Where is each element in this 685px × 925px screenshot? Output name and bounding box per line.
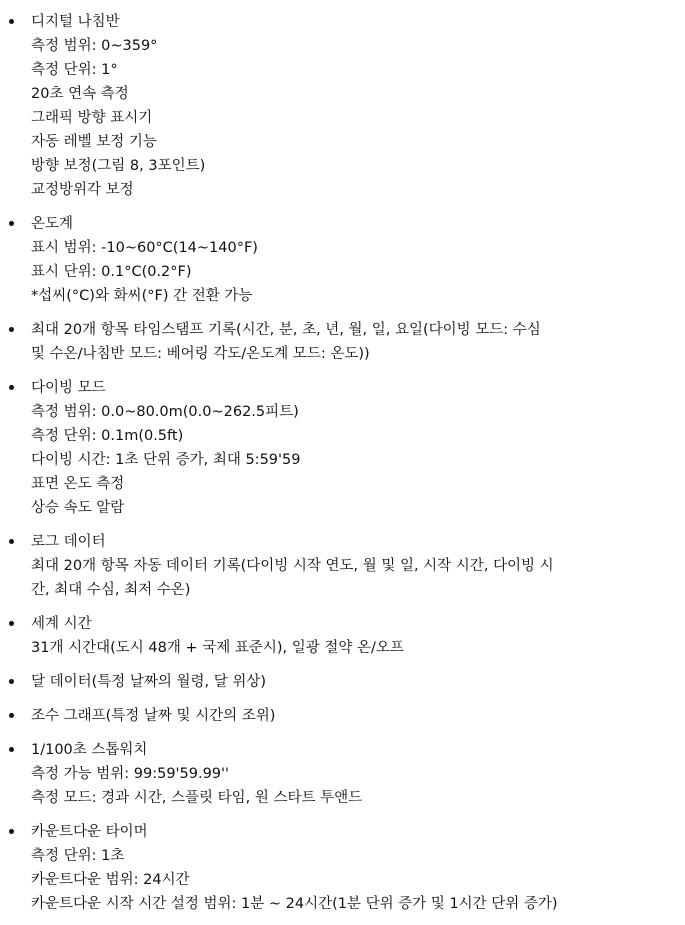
spec-line: 그래픽 방향 표시기 (31, 110, 153, 126)
spec-line: 교정방위각 보정 (31, 182, 134, 198)
spec-line: 측정 가능 범위: 99:59'59.99'' (31, 766, 230, 782)
bullet-dot (9, 621, 14, 626)
spec-item-tide-graph (0, 704, 275, 728)
spec-line: 최대 20개 항목 자동 데이터 기록(다이빙 시작 연도, 월 및 일, 시작 시간, 다이빙 시 (31, 558, 554, 574)
spec-line: 방향 보정(그림 8, 3포인트) (31, 158, 206, 174)
spec-item-title: 로그 데이터 (31, 534, 106, 550)
spec-line: 표시 범위: -10~60°C(14~140°F) (31, 240, 258, 256)
spec-item-countdown-timer (0, 820, 558, 916)
spec-item-title: 달 데이터(특정 날짜의 월령, 달 위상) (31, 674, 267, 690)
spec-line: 카운트다운 범위: 24시간 (31, 872, 190, 888)
bullet-dot (9, 221, 14, 226)
bullet-dot (9, 829, 14, 834)
spec-item-title: 조수 그래프(특정 날짜 및 시간의 조위) (31, 708, 276, 724)
bullet-dot (9, 19, 14, 24)
spec-line: 카운트다운 시작 시간 설정 범위: 1분 ~ 24시간(1분 단위 증가 및 1시간 단위 증가) (31, 896, 558, 912)
spec-line: 측정 단위: 1초 (31, 848, 125, 864)
spec-line: 표면 온도 측정 (31, 476, 125, 492)
spec-line: 31개 시간대(도시 48개 + 국제 표준시), 일광 절약 온/오프 (31, 640, 404, 656)
spec-line: 측정 단위: 1° (31, 62, 118, 78)
bullet-dot (9, 713, 14, 718)
spec-item-title: 최대 20개 항목 타임스탬프 기록(시간, 분, 초, 년, 월, 일, 요일(다이빙 모드: 수심 (31, 322, 541, 338)
spec-line: 및 수온/나침반 모드: 베어링 각도/온도계 모드: 온도)) (31, 346, 370, 362)
spec-line: 측정 범위: 0.0~80.0m(0.0~262.5피트) (31, 404, 299, 420)
bullet-dot (9, 385, 14, 390)
spec-item-stopwatch (0, 738, 362, 810)
spec-line: 다이빙 시간: 1초 단위 증가, 최대 5:59'59 (31, 452, 301, 468)
spec-item-digital-compass (0, 10, 205, 202)
spec-line: 상승 속도 알람 (31, 500, 125, 516)
bullet-dot (9, 539, 14, 544)
spec-line: 간, 최대 수심, 최저 수온) (31, 582, 191, 598)
spec-item-log-data (0, 530, 554, 602)
spec-item-timestamp (0, 318, 541, 366)
spec-item-world-time (0, 612, 404, 660)
spec-item-title: 카운트다운 타이머 (31, 824, 148, 840)
spec-line: *섭씨(°C)와 화씨(°F) 간 전환 가능 (31, 288, 253, 304)
spec-item-diving-mode (0, 376, 300, 520)
spec-item-moon-data (0, 670, 266, 694)
spec-item-title: 다이빙 모드 (31, 380, 106, 396)
spec-item-title: 세계 시간 (31, 616, 92, 632)
bullet-dot (9, 679, 14, 684)
spec-item-title: 디지털 나침반 (31, 14, 120, 30)
spec-line: 측정 범위: 0~359° (31, 38, 158, 54)
bullet-dot (9, 327, 14, 332)
spec-line: 측정 모드: 경과 시간, 스플릿 타임, 원 스타트 투앤드 (31, 790, 363, 806)
spec-item-title: 온도계 (31, 216, 74, 232)
spec-item-thermometer (0, 212, 258, 308)
spec-item-title: 1/100초 스톱워치 (31, 742, 148, 758)
bullet-dot (9, 747, 14, 752)
spec-line: 측정 단위: 0.1m(0.5ft) (31, 428, 184, 444)
spec-line: 20초 연속 측정 (31, 86, 129, 102)
spec-line: 표시 단위: 0.1°C(0.2°F) (31, 264, 192, 280)
spec-line: 자동 레벨 보정 기능 (31, 134, 157, 150)
